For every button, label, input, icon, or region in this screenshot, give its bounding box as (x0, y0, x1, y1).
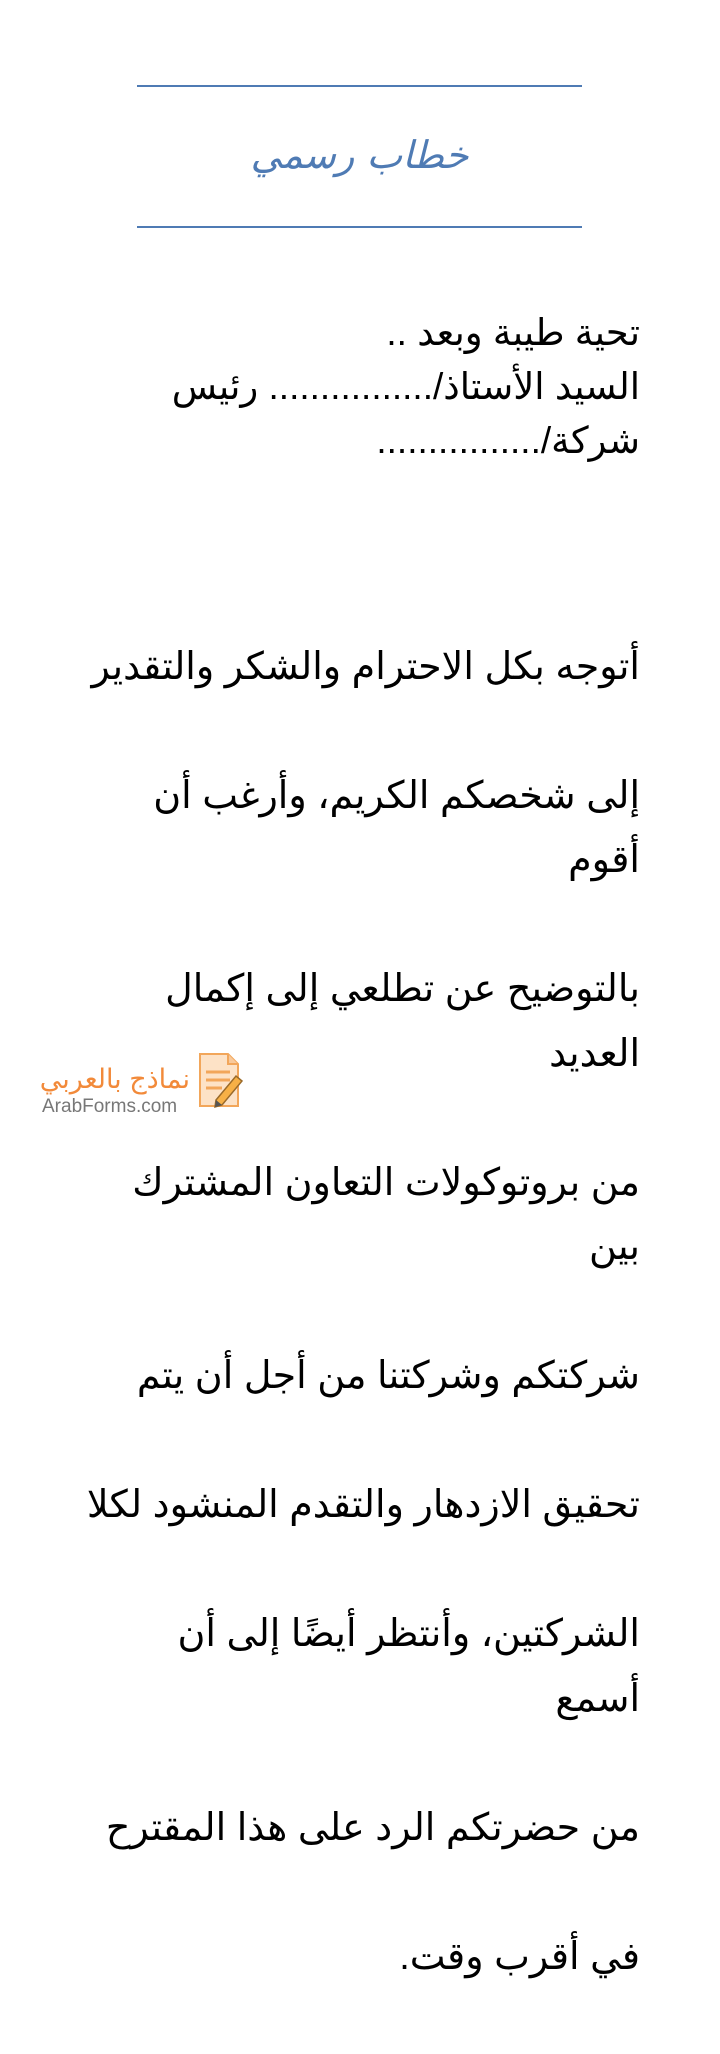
watermark-name-en: ArabForms.com (42, 1096, 178, 1117)
body-line: إلى شخصكم الكريم، وأرغب أن أقوم (153, 774, 640, 881)
greeting-line: تحية طيبة وبعد .. (386, 312, 640, 353)
body-line: تحقيق الازدهار والتقدم المنشود لكلا (86, 1484, 640, 1526)
body-line: بالتوضيح عن تطلعي إلى إكمال العديد (165, 968, 640, 1075)
recipient-line: السيد الأستاذ/................ رئيس (171, 366, 640, 407)
arabforms-watermark (30, 1050, 260, 1120)
body-line: أتوجه بكل الاحترام والشكر والتقدير (91, 645, 640, 688)
watermark-name-ar: نماذج بالعربي (39, 1064, 190, 1094)
title-bottom-rule (137, 226, 582, 228)
body-line: شركتكم وشركتنا من أجل أن يتم (136, 1355, 640, 1397)
body-line: من بروتوكولات التعاون المشترك بين (132, 1161, 640, 1268)
document-title: خطاب رسمي (250, 133, 469, 177)
company-line: شركة/................ (376, 420, 640, 461)
body-line: في أقرب وقت. (399, 1935, 640, 1978)
document-pencil-icon (194, 1050, 244, 1110)
body-line: من حضرتكم الرد على هذا المقترح (105, 1806, 640, 1849)
title-top-rule (137, 85, 582, 87)
salutation-block (95, 306, 640, 468)
letter-body (85, 570, 640, 2054)
body-line: الشركتين، وأنتظر أيضًا إلى أن أسمع (177, 1613, 640, 1720)
